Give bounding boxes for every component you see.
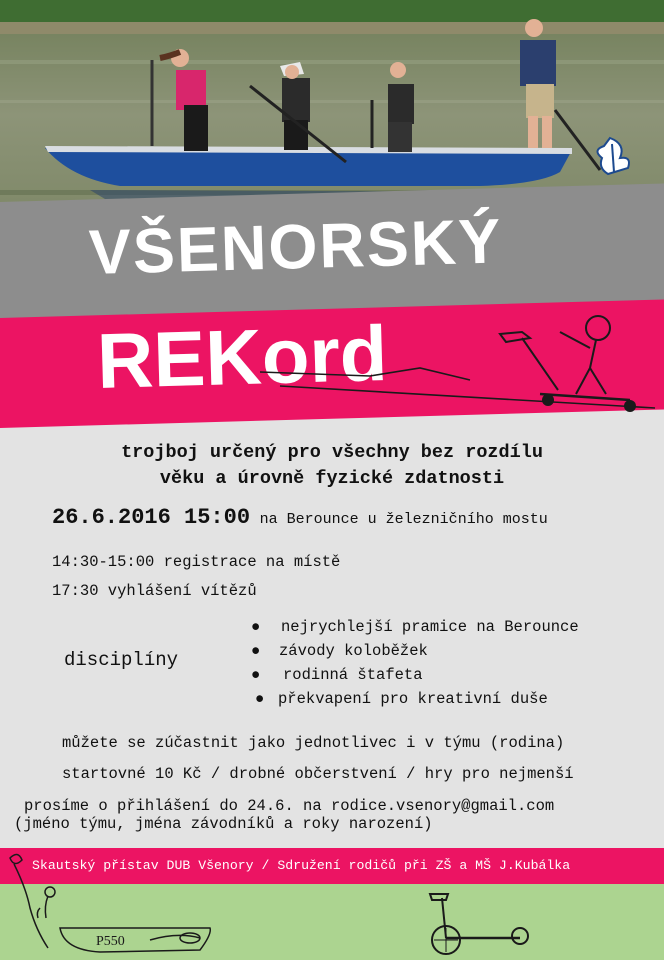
info-fee: startovné 10 Kč / drobné občerstvení / hry pro nejmenší bbox=[62, 765, 574, 783]
footer-organizers: Skautský přístav DUB Všenory / Sdružení rodičů při ZŠ a MŠ J.Kubálka bbox=[32, 858, 571, 873]
schedule-announcement: 17:30 vyhlášení vítězů bbox=[52, 582, 257, 600]
disciplines-label: disciplíny bbox=[64, 649, 179, 671]
discipline-text: nejrychlejší pramice na Berounce bbox=[281, 618, 579, 636]
event-datetime: 26.6.2016 15:00 bbox=[52, 505, 251, 530]
boat-flower-doodle bbox=[0, 848, 240, 960]
discipline-text: závody koloběžek bbox=[279, 642, 428, 660]
bullet-icon: ● bbox=[251, 642, 261, 660]
scooter-rider-doodle bbox=[260, 308, 664, 428]
discipline-item bbox=[251, 641, 579, 665]
subtitle-line-2: věku a úrovně fyzické zdatnosti bbox=[159, 468, 505, 489]
title-line-1: VŠENORSKÝ bbox=[87, 206, 504, 288]
discipline-text: rodinná štafeta bbox=[283, 666, 423, 684]
title-prefix: REK bbox=[95, 312, 263, 405]
discipline-item bbox=[251, 617, 579, 641]
scooter-doodle bbox=[420, 888, 540, 960]
subtitle-line-1: trojboj určený pro všechny bez rozdílu bbox=[121, 442, 543, 463]
title-suffix: ord bbox=[260, 308, 389, 401]
event-place: na Berounce u železničního mostu bbox=[259, 511, 548, 528]
discipline-item bbox=[251, 665, 579, 689]
boat-label: P550 bbox=[96, 934, 125, 949]
discipline-text: překvapení pro kreativní duše bbox=[278, 690, 548, 708]
info-registration-note: (jméno týmu, jména závodníků a roky narození) bbox=[14, 815, 433, 833]
bullet-icon: ● bbox=[251, 618, 261, 636]
bullet-icon: ● bbox=[251, 666, 261, 684]
schedule-registration: 14:30-15:00 registrace na místě bbox=[52, 553, 341, 571]
bullet-icon: ● bbox=[255, 690, 265, 708]
discipline-item bbox=[251, 689, 579, 713]
disciplines-list bbox=[251, 617, 579, 713]
info-registration: prosíme o přihlášení do 24.6. na rodice.vsenory@gmail.com bbox=[24, 797, 555, 815]
event-date-row bbox=[52, 505, 548, 530]
info-participation: můžete se zúčastnit jako jednotlivec i v týmu (rodina) bbox=[62, 734, 565, 752]
